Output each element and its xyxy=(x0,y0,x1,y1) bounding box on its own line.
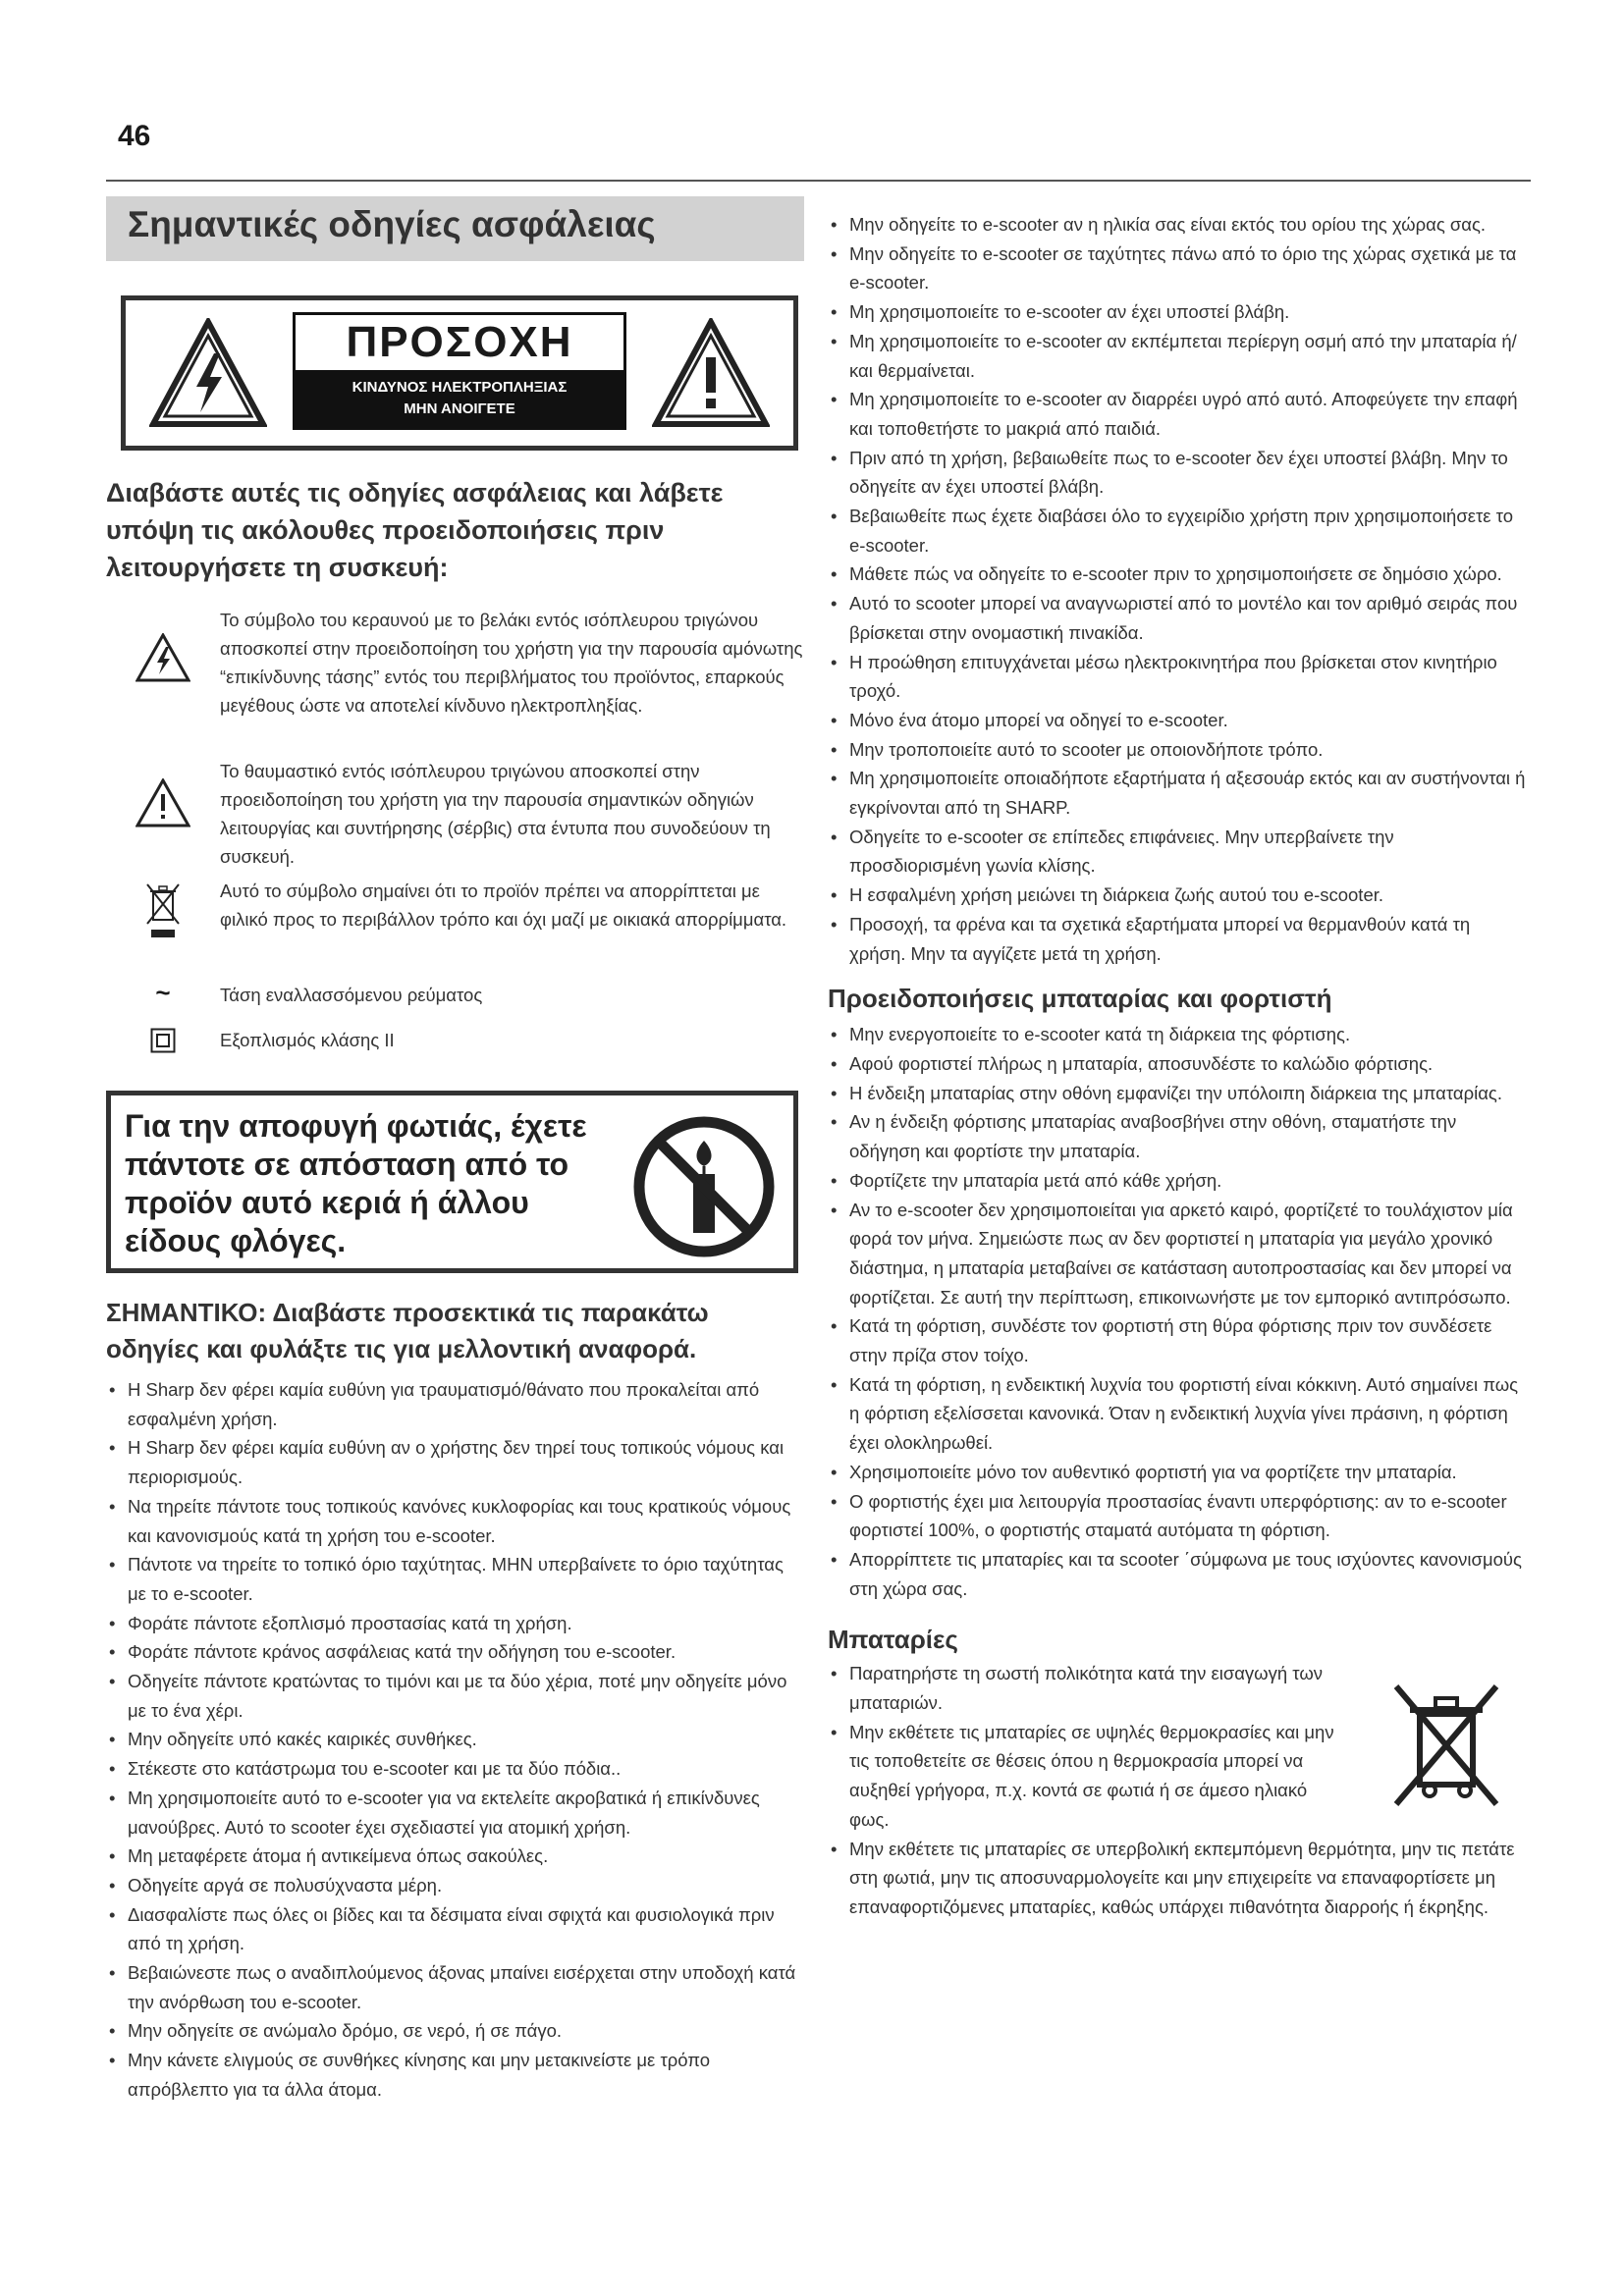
battery-charger-heading: Προειδοποιήσεις μπαταρίας και φορτιστή xyxy=(828,984,1332,1014)
important-heading: ΣΗΜΑΝΤΙΚΟ: Διαβάστε προσεκτικά τις παρακάτω οδηγίες και φυλάξτε τις για μελλοντική αναφορά. xyxy=(106,1298,709,1363)
caution-subtext xyxy=(296,370,623,427)
list-item: • Μάθετε πώς να οδηγείτε το e-scooter πριν το χρησιμοποιήσετε σε δημόσιο χώρο. xyxy=(828,560,1528,589)
list-item: • Μην εκθέτετε τις μπαταρίες σε υψηλές θερμοκρασίες και μην τις τοποθετείτε σε θέσεις όπου η θερμοκρασία μπορεί να αυξηθεί γρήγορα, π.χ. κοντά σε φωτιά ή σε άμεσο ηλιακό φως. xyxy=(828,1718,1338,1835)
list-item: • Η εσφαλμένη χρήση μειώνει τη διάρκεια ζωής αυτού του e-scooter. xyxy=(828,881,1528,910)
left-column xyxy=(106,196,804,2105)
list-item: • Κατά τη φόρτιση, συνδέστε τον φορτιστή στη θύρα φόρτισης πριν τον συνδέσετε στην πρίζα στον τοίχο. xyxy=(828,1311,1528,1369)
list-item: • Μη χρησιμοποιείτε οποιαδήποτε εξαρτήματα ή αξεσουάρ εκτός και αν συστήνονται ή εγκρίνονται από τη SHARP. xyxy=(828,764,1528,822)
list-item: • Μη μεταφέρετε άτομα ή αντικείμενα όπως σακούλες. xyxy=(106,1842,804,1871)
list-item: • Αν το e-scooter δεν χρησιμοποιείται για αρκετό καιρό, φορτίζετέ το τουλάχιστον μία φορά τον μήνα. Σημειώστε πως αν δεν φορτιστεί η μπαταρία για μεγάλο χρονικό διάστημα, η μπαταρία μεταβαίνει σε κατάσταση αυτοπροστασίας και δεν μπορεί να φορτίζεται. Σε αυτή την περίπτωση, επικοινωνήστε με τον εμπορικό αντιπρόσωπο. xyxy=(828,1196,1528,1312)
left-bullet-list xyxy=(106,1375,804,2105)
lightning-triangle-icon xyxy=(149,318,267,428)
fire-warning-text: Για την αποφυγή φωτιάς, έχετε πάντοτε σε απόσταση από το προϊόν αυτό κεριά ή άλλου είδους φλόγες. xyxy=(125,1108,587,1258)
crossed-bin-icon xyxy=(1382,1677,1510,1814)
list-item: • Παρατηρήστε τη σωστή πολικότητα κατά την εισαγωγή των μπαταριών. xyxy=(828,1659,1338,1717)
symbol-row xyxy=(106,757,804,875)
exclamation-triangle-icon xyxy=(135,778,190,828)
fire-warning-box xyxy=(106,1091,798,1273)
caution-center xyxy=(293,312,626,430)
list-item: • Η Sharp δεν φέρει καμία ευθύνη αν ο χρήστης δεν τηρεί τους τοπικούς νόμους και περιορισμούς. xyxy=(106,1433,804,1491)
list-item: • Η Sharp δεν φέρει καμία ευθύνη για τραυματισμό/θάνατο που προκαλείται από εσφαλμένη χρήση. xyxy=(106,1375,804,1433)
symbol-row xyxy=(106,1026,804,1065)
list-item: • Μη χρησιμοποιείτε το e-scooter αν εκπέμπεται περίεργη οσμή από την μπαταρία ή/και θερμαίνεται. xyxy=(828,327,1528,385)
right-column xyxy=(828,210,1528,1922)
list-item: • Η προώθηση επιτυγχάνεται μέσω ηλεκτροκινητήρα που βρίσκεται στον κινητήριο τροχό. xyxy=(828,648,1528,706)
list-item: • Οδηγείτε πάντοτε κρατώντας το τιμόνι και με τα δύο χέρια, ποτέ μην οδηγείτε μόνο με το ένα χέρι. xyxy=(106,1667,804,1725)
list-item: • Μη χρησιμοποιείτε αυτό το e-scooter για να εκτελείτε ακροβατικά ή επικίνδυνες μανούβρες. Αυτό το scooter έχει σχεδιαστεί για ατομική χρήση. xyxy=(106,1784,804,1842)
caution-line-1: ΚΙΝΔΥΝΟΣ ΗΛΕΚΤΡΟΠΛΗΞΙΑΣ xyxy=(352,379,568,396)
list-item: • Στέκεστε στο κατάστρωμα του e-scooter και με τα δύο πόδια.. xyxy=(106,1754,804,1784)
list-item: • Διασφαλίστε πως όλες οι βίδες και τα δέσιματα είναι σφιχτά και φυσιολογικά πριν από τη χρήση. xyxy=(106,1900,804,1958)
exclamation-triangle-icon xyxy=(652,318,770,428)
batteries-section xyxy=(828,1659,1528,1921)
list-item: • Απορρίπτετε τις μπαταρίες και τα scooter ΄σύμφωνα με τους ισχύοντες κανονισμούς στη χώρα σας. xyxy=(828,1545,1528,1603)
batteries-heading: Μπαταρίες xyxy=(828,1625,958,1655)
right-bullet-list xyxy=(828,210,1528,968)
list-item: • Αυτό το scooter μπορεί να αναγνωριστεί από το μοντέλο και τον αριθμό σειράς που βρίσκεται στην ονομαστική πινακίδα. xyxy=(828,589,1528,647)
list-item: • Φοράτε πάντοτε εξοπλισμό προστασίας κατά τη χρήση. xyxy=(106,1609,804,1638)
no-open-flame-icon xyxy=(630,1113,778,1260)
list-item: • Μόνο ένα άτομο μπορεί να οδηγεί το e-scooter. xyxy=(828,706,1528,735)
section-title: Σημαντικές οδηγίες ασφάλειας xyxy=(106,196,804,261)
list-item: • Η ένδειξη μπαταρίας στην οθόνη εμφανίζει την υπόλοιπη διάρκεια της μπαταρίας. xyxy=(828,1079,1528,1108)
crossed-bin-icon xyxy=(143,881,183,941)
list-item: • Οδηγείτε το e-scooter σε επίπεδες επιφάνειες. Μην υπερβαίνετε την προσδιορισμένη γωνία κλίσης. xyxy=(828,823,1528,881)
ac-tilde-icon: ~ xyxy=(155,978,171,1007)
list-item: • Φορτίζετε την μπαταρία μετά από κάθε χρήση. xyxy=(828,1166,1528,1196)
list-item: • Βεβαιώνεστε πως ο αναδιπλούμενος άξονας μπαίνει εισέρχεται στην υποδοχή κατά την ανόρθωση του e-scooter. xyxy=(106,1958,804,2016)
caution-word: ΠΡΟΣΟΧΗ xyxy=(346,318,573,366)
list-item: • Να τηρείτε πάντοτε τους τοπικούς κανόνες κυκλοφορίας και τους κρατικούς νόμους και κανονισμούς κατά τη χρήση του e-scooter. xyxy=(106,1492,804,1550)
list-item: • Χρησιμοποιείτε μόνο τον αυθεντικό φορτιστή για να φορτίζετε την μπαταρία. xyxy=(828,1458,1528,1487)
caution-label xyxy=(121,295,798,451)
list-item: • Μην οδηγείτε το e-scooter σε ταχύτητες πάνω από το όριο της χώρας σχετικά με τα e-scooter. xyxy=(828,240,1528,297)
list-item: • Αφού φορτιστεί πλήρως η μπαταρία, αποσυνδέστε το καλώδιο φόρτισης. xyxy=(828,1049,1528,1079)
class-ii-icon xyxy=(150,1028,176,1053)
list-item: • Μη χρησιμοποιείτε το e-scooter αν έχει υποστεί βλάβη. xyxy=(828,297,1528,327)
list-item: • Βεβαιωθείτε πως έχετε διαβάσει όλο το εγχειρίδιο χρήστη πριν χρησιμοποιήσετε το e-scooter. xyxy=(828,502,1528,560)
list-item: • Οδηγείτε αργά σε πολυσύχναστα μέρη. xyxy=(106,1871,804,1900)
symbol-text: Το σύμβολο του κεραυνού με το βελάκι εντός ισόπλευρου τριγώνου αποσκοπεί στην προειδοποίηση του χρήστη για την παρουσία αμόνωτης “επικίνδυνης τάσης” εντός του περιβλήματος του προϊόντος, επαρκούς μεγέθους ώστε να αποτελεί κίνδυνο ηλεκτροπληξίας. xyxy=(220,610,803,716)
symbol-row xyxy=(106,978,804,1026)
symbol-text: Τάση εναλλασσόμενου ρεύματος xyxy=(220,985,483,1005)
list-item: • Αν η ένδειξη φόρτισης μπαταρίας αναβοσβήνει στην οθόνη, σταματήστε την οδήγηση και φορτίστε την μπαταρία. xyxy=(828,1107,1528,1165)
intro-heading: Διαβάστε αυτές τις οδηγίες ασφάλειας και λάβετε υπόψη τις ακόλουθες προειδοποιήσεις πριν λειτουργήσετε τη συσκευή: xyxy=(106,478,724,582)
symbol-text: Αυτό το σύμβολο σημαίνει ότι το προϊόν πρέπει να απορρίπτεται με φιλικό προς το περιβάλλον τρόπο και όχι μαζί με οικιακά απορρίμματα. xyxy=(220,881,787,930)
list-item: • Μην τροποποιείτε αυτό το scooter με οποιονδήποτε τρόπο. xyxy=(828,735,1528,765)
symbol-row xyxy=(106,606,804,753)
list-item: • Μη χρησιμοποιείτε το e-scooter αν διαρρέει υγρό από αυτό. Αποφεύγετε την επαφή και τοποθετήστε το μακριά από παιδιά. xyxy=(828,385,1528,443)
symbol-text: Το θαυμαστικό εντός ισόπλευρου τριγώνου αποσκοπεί στην προειδοποίηση του χρήστη για την παρουσία σημαντικών οδηγιών λειτουργίας και συντήρησης (σέρβις) στα έντυπα που συνοδεύουν τη συσκευή. xyxy=(220,761,771,867)
list-item: • Μην εκθέτετε τις μπαταρίες σε υπερβολική εκπεμπόμενη θερμότητα, μην τις πετάτε στη φωτιά, μην τις αποσυναρμολογείτε και μην επιχειρείτε να επαναφορτίσετε μη επαναφορτιζόμενες μπαταρίες, καθώς υπάρχει πιθανότητα διαρροής ή έκρηξης. xyxy=(828,1835,1528,1922)
list-item: • Πάντοτε να τηρείτε το τοπικό όριο ταχύτητας. ΜΗΝ υπερβαίνετε το όριο ταχύτητας με το e-scooter. xyxy=(106,1550,804,1608)
list-item: • Προσοχή, τα φρένα και τα σχετικά εξαρτήματα μπορεί να θερμανθούν κατά τη χρήση. Μην τα αγγίζετε μετά τη χρήση. xyxy=(828,910,1528,968)
list-item: • Φοράτε πάντοτε κράνος ασφάλειας κατά την οδήγηση του e-scooter. xyxy=(106,1637,804,1667)
list-item: • Ο φορτιστής έχει μια λειτουργία προστασίας έναντι υπερφόρτισης: αν το e-scooter φορτιστεί 100%, ο φορτιστής σταματά αυτόματα τη φόρτιση. xyxy=(828,1487,1528,1545)
list-item: • Πριν από τη χρήση, βεβαιωθείτε πως το e-scooter δεν έχει υποστεί βλάβη. Μην το οδηγείτε αν έχει υποστεί βλάβη. xyxy=(828,444,1528,502)
top-rule xyxy=(106,180,1531,182)
list-item: • Μην οδηγείτε το e-scooter αν η ηλικία σας είναι εκτός του ορίου της χώρας σας. xyxy=(828,210,1528,240)
page-number: 46 xyxy=(118,120,151,152)
caution-line-2: ΜΗΝ ΑΝΟΙΓΕΤΕ xyxy=(404,400,515,417)
symbol-text: Εξοπλισμός κλάσης II xyxy=(220,1030,395,1050)
list-item: • Κατά τη φόρτιση, η ενδεικτική λυχνία του φορτιστή είναι κόκκινη. Αυτό σημαίνει πως η φόρτιση εξελίσσεται κανονικά. Όταν η ενδεικτική λυχνία γίνει πράσινη, η φόρτιση έχει ολοκληρωθεί. xyxy=(828,1370,1528,1458)
list-item: • Μην οδηγείτε υπό κακές καιρικές συνθήκες. xyxy=(106,1725,804,1754)
list-item: • Μην κάνετε ελιγμούς σε συνθήκες κίνησης και μην μετακινείστε με τρόπο απρόβλεπτο για τα άλλα άτομα. xyxy=(106,2046,804,2104)
list-item: • Μην οδηγείτε σε ανώμαλο δρόμο, σε νερό, ή σε πάγο. xyxy=(106,2016,804,2046)
battery-charger-list xyxy=(828,1020,1528,1603)
symbol-row xyxy=(106,877,804,977)
symbol-table xyxy=(106,606,804,1065)
lightning-triangle-icon xyxy=(135,633,190,682)
list-item: • Μην ενεργοποιείτε το e-scooter κατά τη διάρκεια της φόρτισης. xyxy=(828,1020,1528,1049)
